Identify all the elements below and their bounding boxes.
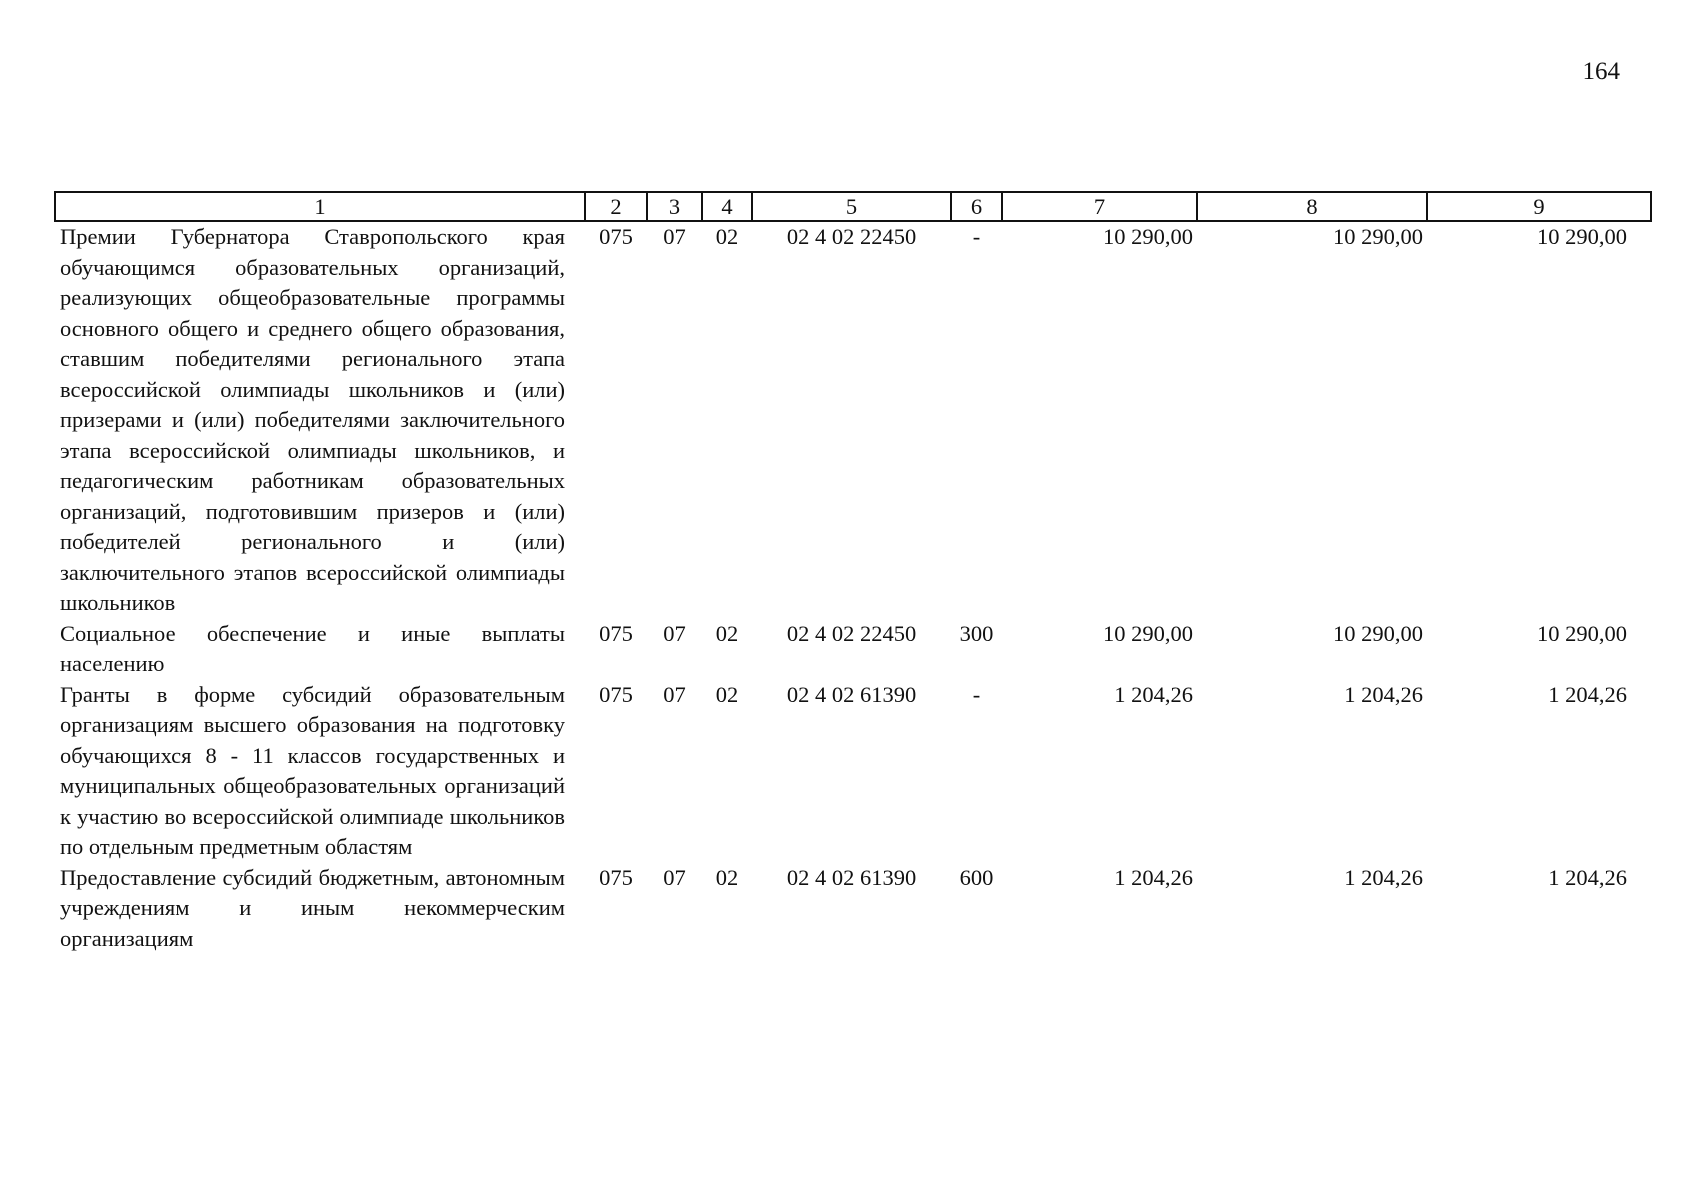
ministry-code: 075: [599, 224, 633, 249]
column-header-2: 2: [585, 192, 647, 221]
row-description: Гранты в форме субсидий образовательным организациям высшего образования на подготовку обучающихся 8 - 11 классов государственных и муниципальных общеобразовательных организаций к участию во всероссийской олимпиаде школьников по отдельным предметным областям: [60, 681, 565, 859]
target-article-code: 02 4 02 22450: [786, 224, 917, 249]
amount-col-7: 10 290,00: [1103, 620, 1193, 646]
subsection-code: 02: [715, 224, 739, 249]
ministry-code: 075: [599, 681, 633, 707]
amount-col-9: 1 204,26: [1548, 681, 1627, 707]
row-description: Социальное обеспечение и иные выплаты населению: [60, 620, 565, 676]
section-code: 07: [663, 620, 686, 646]
amount-col-7: 1 204,26: [1114, 681, 1193, 707]
column-header-4: 4: [702, 192, 752, 221]
row-description: Предоставление субсидий бюджетным, автономным учреждениям и иным некоммерческим организациям: [60, 864, 565, 951]
budget-table: [54, 191, 1652, 954]
column-header-7: 7: [1002, 192, 1197, 221]
target-article-code: 02 4 02 61390: [786, 864, 917, 890]
table-row: [55, 863, 1651, 955]
expense-type-code: -: [972, 224, 981, 249]
column-header-9: 9: [1427, 192, 1651, 221]
target-article-code: 02 4 02 61390: [786, 681, 917, 707]
subsection-code: 02: [715, 864, 739, 890]
amount-col-8: 1 204,26: [1344, 681, 1423, 707]
column-header-1: 1: [55, 192, 585, 221]
column-header-6: 6: [951, 192, 1002, 221]
page-number: 164: [1582, 58, 1620, 85]
amount-col-8: 1 204,26: [1344, 864, 1423, 890]
section-code: 07: [663, 864, 686, 890]
target-article-code: 02 4 02 22450: [786, 620, 917, 646]
section-code: 07: [663, 224, 686, 249]
column-header-8: 8: [1197, 192, 1427, 221]
subsection-code: 02: [715, 681, 739, 707]
amount-col-9: 10 290,00: [1537, 224, 1627, 249]
amount-col-7: 1 204,26: [1114, 864, 1193, 890]
ministry-code: 075: [599, 864, 633, 890]
section-code: 07: [663, 681, 686, 707]
column-header-5: 5: [752, 192, 951, 221]
table-row: [55, 619, 1651, 680]
amount-col-8: 10 290,00: [1333, 620, 1423, 646]
column-number-header: [55, 192, 1651, 221]
row-description: Премии Губернатора Ставропольского края обучающимся образовательных организаций, реализующих общеобразовательные программы основного общего и среднего общего образования, ставшим победителями регионального этапа всероссийской олимпиады школьников и (или) призерами и (или) победителями заключительного этапа всероссийской олимпиады школьников, и педагогическим работникам образовательных организаций, подготовившим призеров и (или) победителей регионального и (или) заключительного этапов всероссийской олимпиады школьников: [60, 224, 565, 615]
expense-type-code: 300: [959, 620, 994, 646]
amount-col-9: 10 290,00: [1537, 620, 1627, 646]
subsection-code: 02: [715, 620, 739, 646]
column-header-3: 3: [647, 192, 702, 221]
amount-col-8: 10 290,00: [1333, 224, 1423, 249]
amount-col-7: 10 290,00: [1103, 224, 1193, 249]
ministry-code: 075: [599, 620, 633, 646]
table-row: [55, 221, 1651, 619]
amount-col-9: 1 204,26: [1548, 864, 1627, 890]
expense-type-code: -: [972, 681, 981, 707]
table-row: [55, 680, 1651, 863]
expense-type-code: 600: [959, 864, 994, 890]
